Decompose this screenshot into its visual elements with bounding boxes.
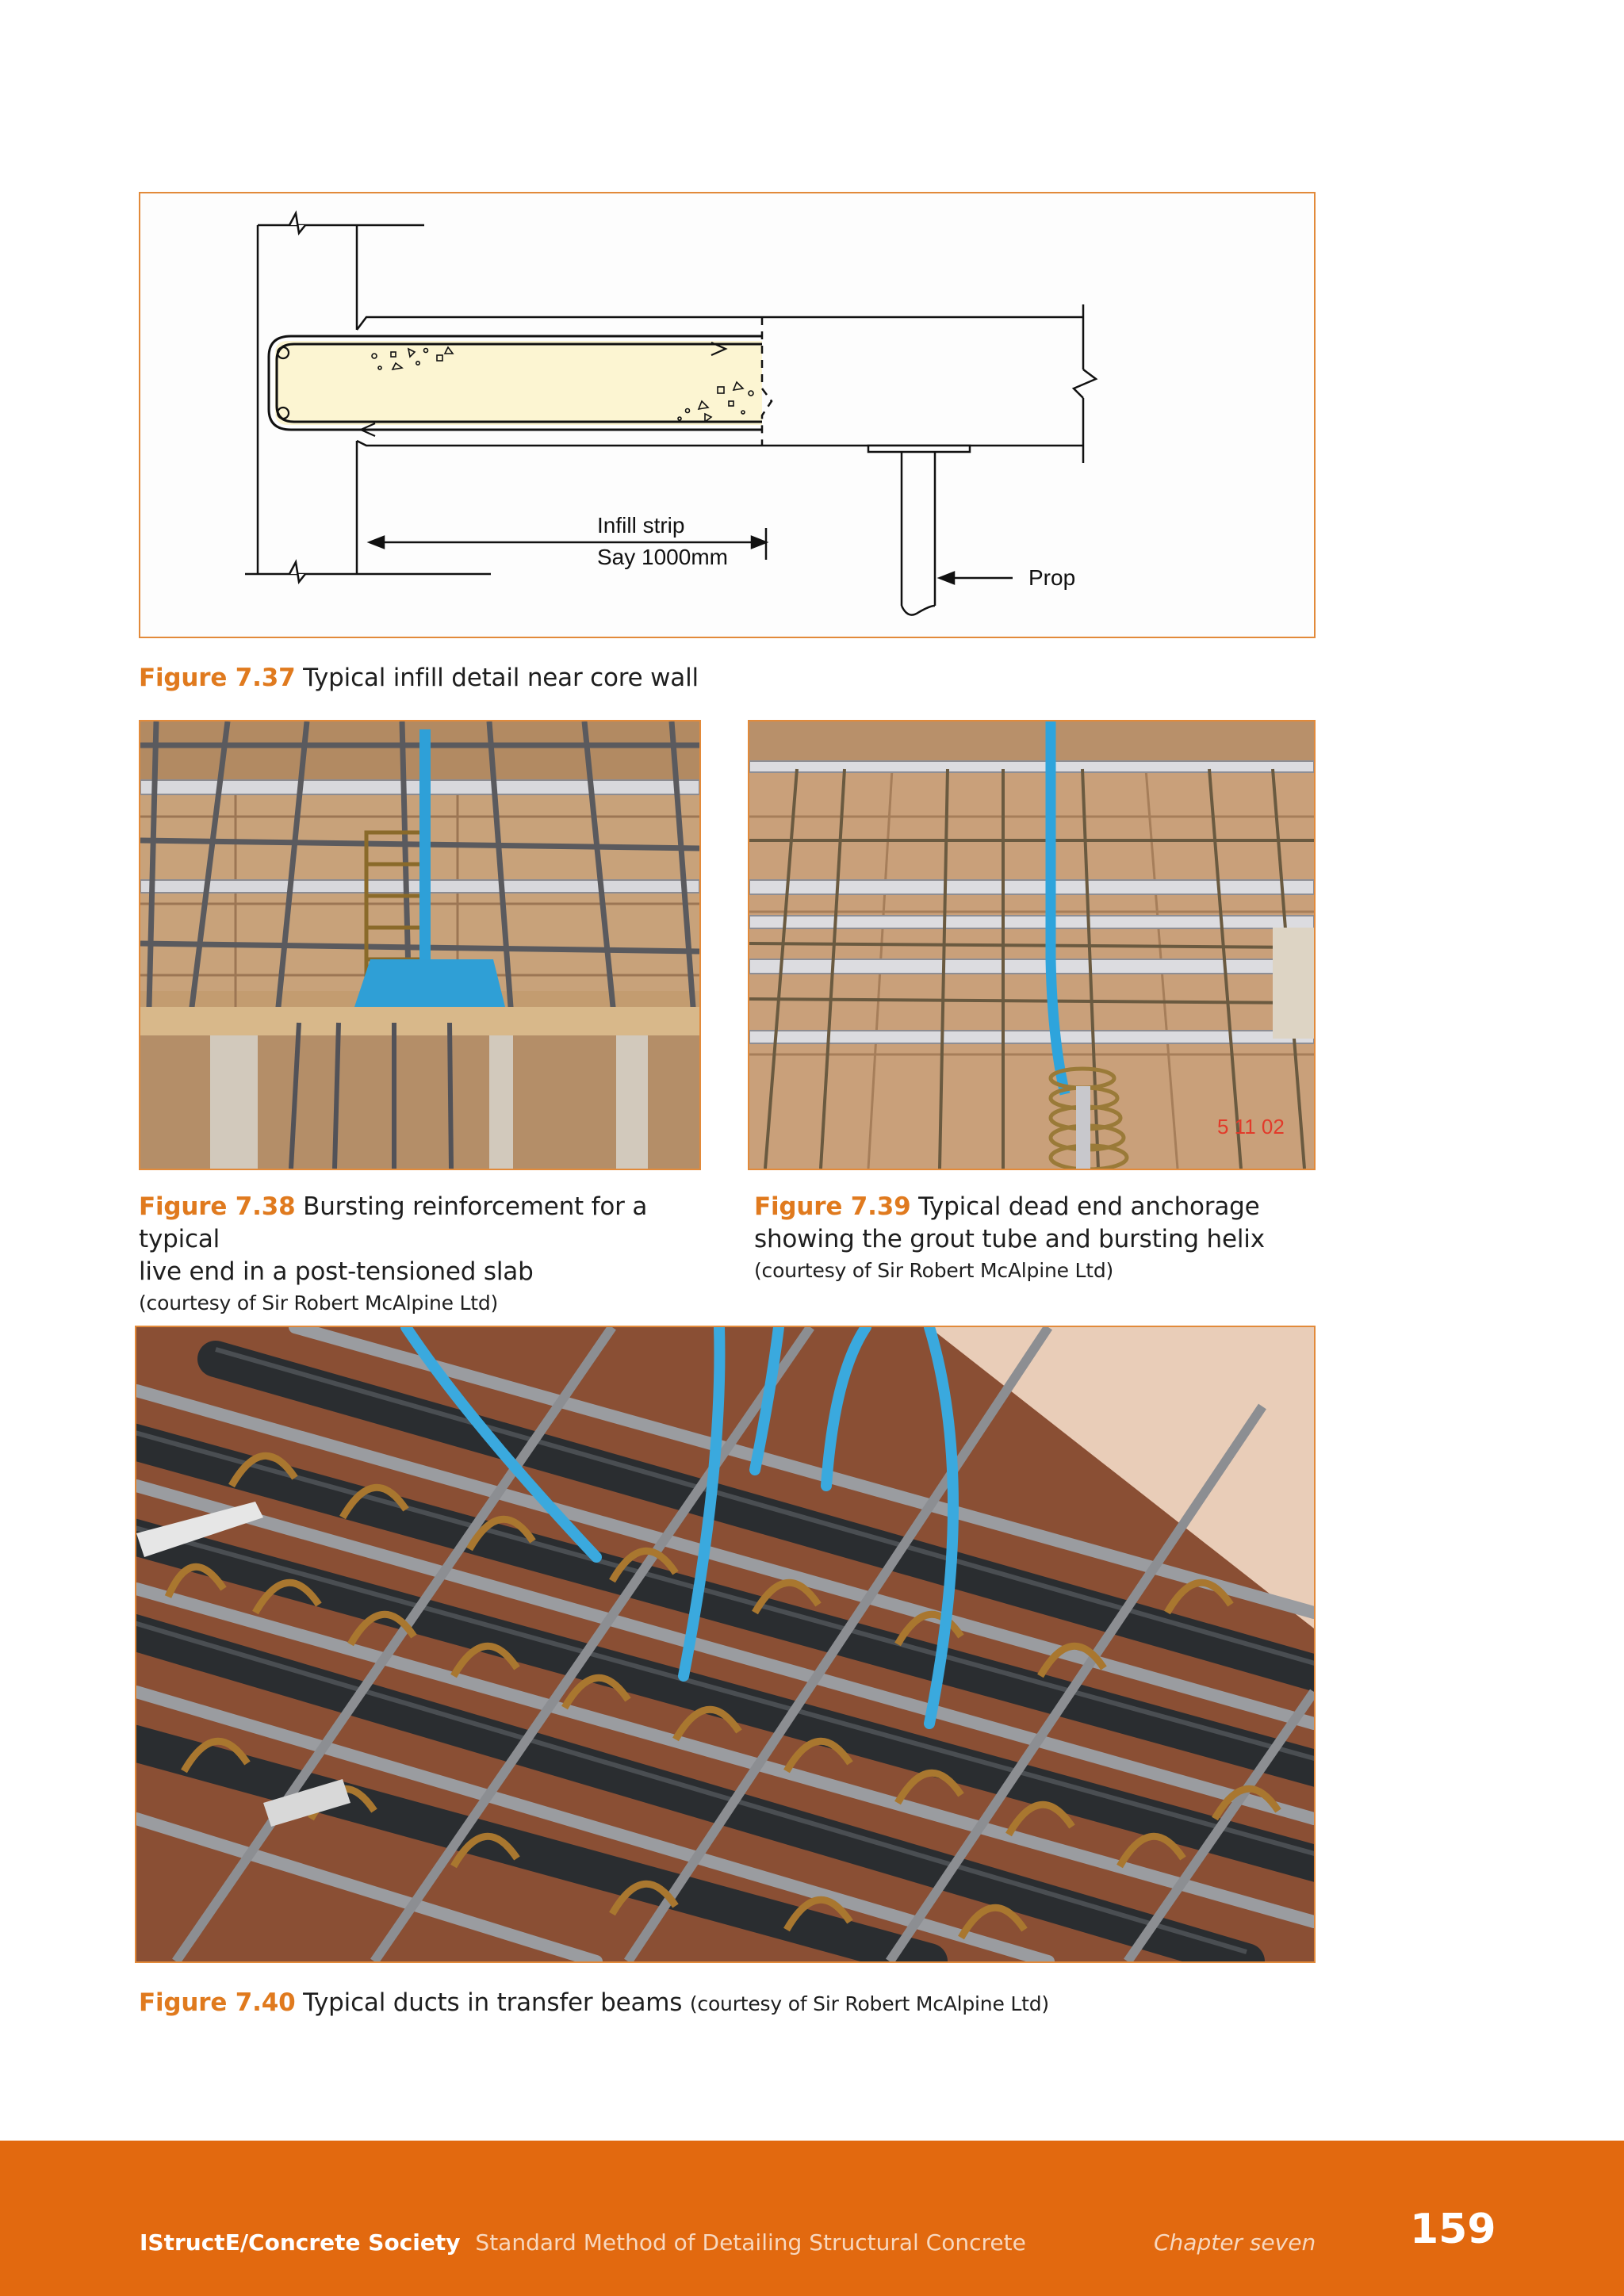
prop-arrow xyxy=(940,572,1013,584)
transfer-beam-ducts-photo xyxy=(136,1327,1314,1961)
footer-chapter: Chapter seven xyxy=(1154,2229,1316,2256)
caption-text-line-1: Bursting reinforcement for a typical xyxy=(139,1192,648,1253)
courtesy-credit: (courtesy of Sir Robert McAlpine Ltd) xyxy=(139,1292,499,1314)
figure-number: Figure 7.37 xyxy=(139,664,296,692)
caption-figure-7-38 xyxy=(139,1191,726,1318)
caption-text-line-2: showing the grout tube and bursting helix xyxy=(754,1225,1265,1253)
caption-figure-7-39 xyxy=(754,1191,1341,1286)
caption-figure-7-40 xyxy=(139,1987,1049,2019)
caption-figure-7-37 xyxy=(139,662,699,695)
construction-joint xyxy=(762,317,772,446)
caption-text: Typical infill detail near core wall xyxy=(303,664,699,692)
caption-text: Typical ducts in transfer beams xyxy=(303,1988,683,2017)
page-footer xyxy=(0,2141,1624,2296)
infill-detail-drawing xyxy=(140,193,1314,637)
label-say-1000mm: Say 1000mm xyxy=(597,545,728,569)
photo-date-stamp: 5 11 02 xyxy=(1217,1115,1285,1138)
label-infill-strip: Infill strip xyxy=(597,513,685,538)
figure-number: Figure 7.40 xyxy=(139,1988,296,2017)
figure-7-39-photo xyxy=(748,720,1316,1170)
courtesy-credit: (courtesy of Sir Robert McAlpine Ltd) xyxy=(754,1259,1114,1282)
prop xyxy=(868,446,970,615)
figure-7-38-photo xyxy=(139,720,701,1170)
footer-publication xyxy=(140,2229,1026,2256)
caption-text-line-2: live end in a post-tensioned slab xyxy=(139,1257,534,1286)
label-prop: Prop xyxy=(1028,565,1076,590)
figure-number: Figure 7.38 xyxy=(139,1192,296,1221)
footer-society: IStructE/Concrete Society xyxy=(140,2229,461,2256)
caption-text-line-1: Typical dead end anchorage xyxy=(918,1192,1260,1221)
figure-7-40-photo xyxy=(135,1326,1316,1963)
footer-book-title: Standard Method of Detailing Structural Concrete xyxy=(475,2229,1026,2256)
courtesy-credit: (courtesy of Sir Robert McAlpine Ltd) xyxy=(689,1992,1049,2015)
break-mark-bottom xyxy=(289,562,305,582)
bursting-reinforcement-photo xyxy=(140,721,699,1169)
figure-number: Figure 7.39 xyxy=(754,1192,911,1221)
page-number: 159 xyxy=(1410,2206,1496,2253)
break-mark-top xyxy=(289,213,305,233)
figure-7-37-diagram xyxy=(139,192,1316,638)
dead-end-anchorage-photo xyxy=(749,721,1314,1169)
